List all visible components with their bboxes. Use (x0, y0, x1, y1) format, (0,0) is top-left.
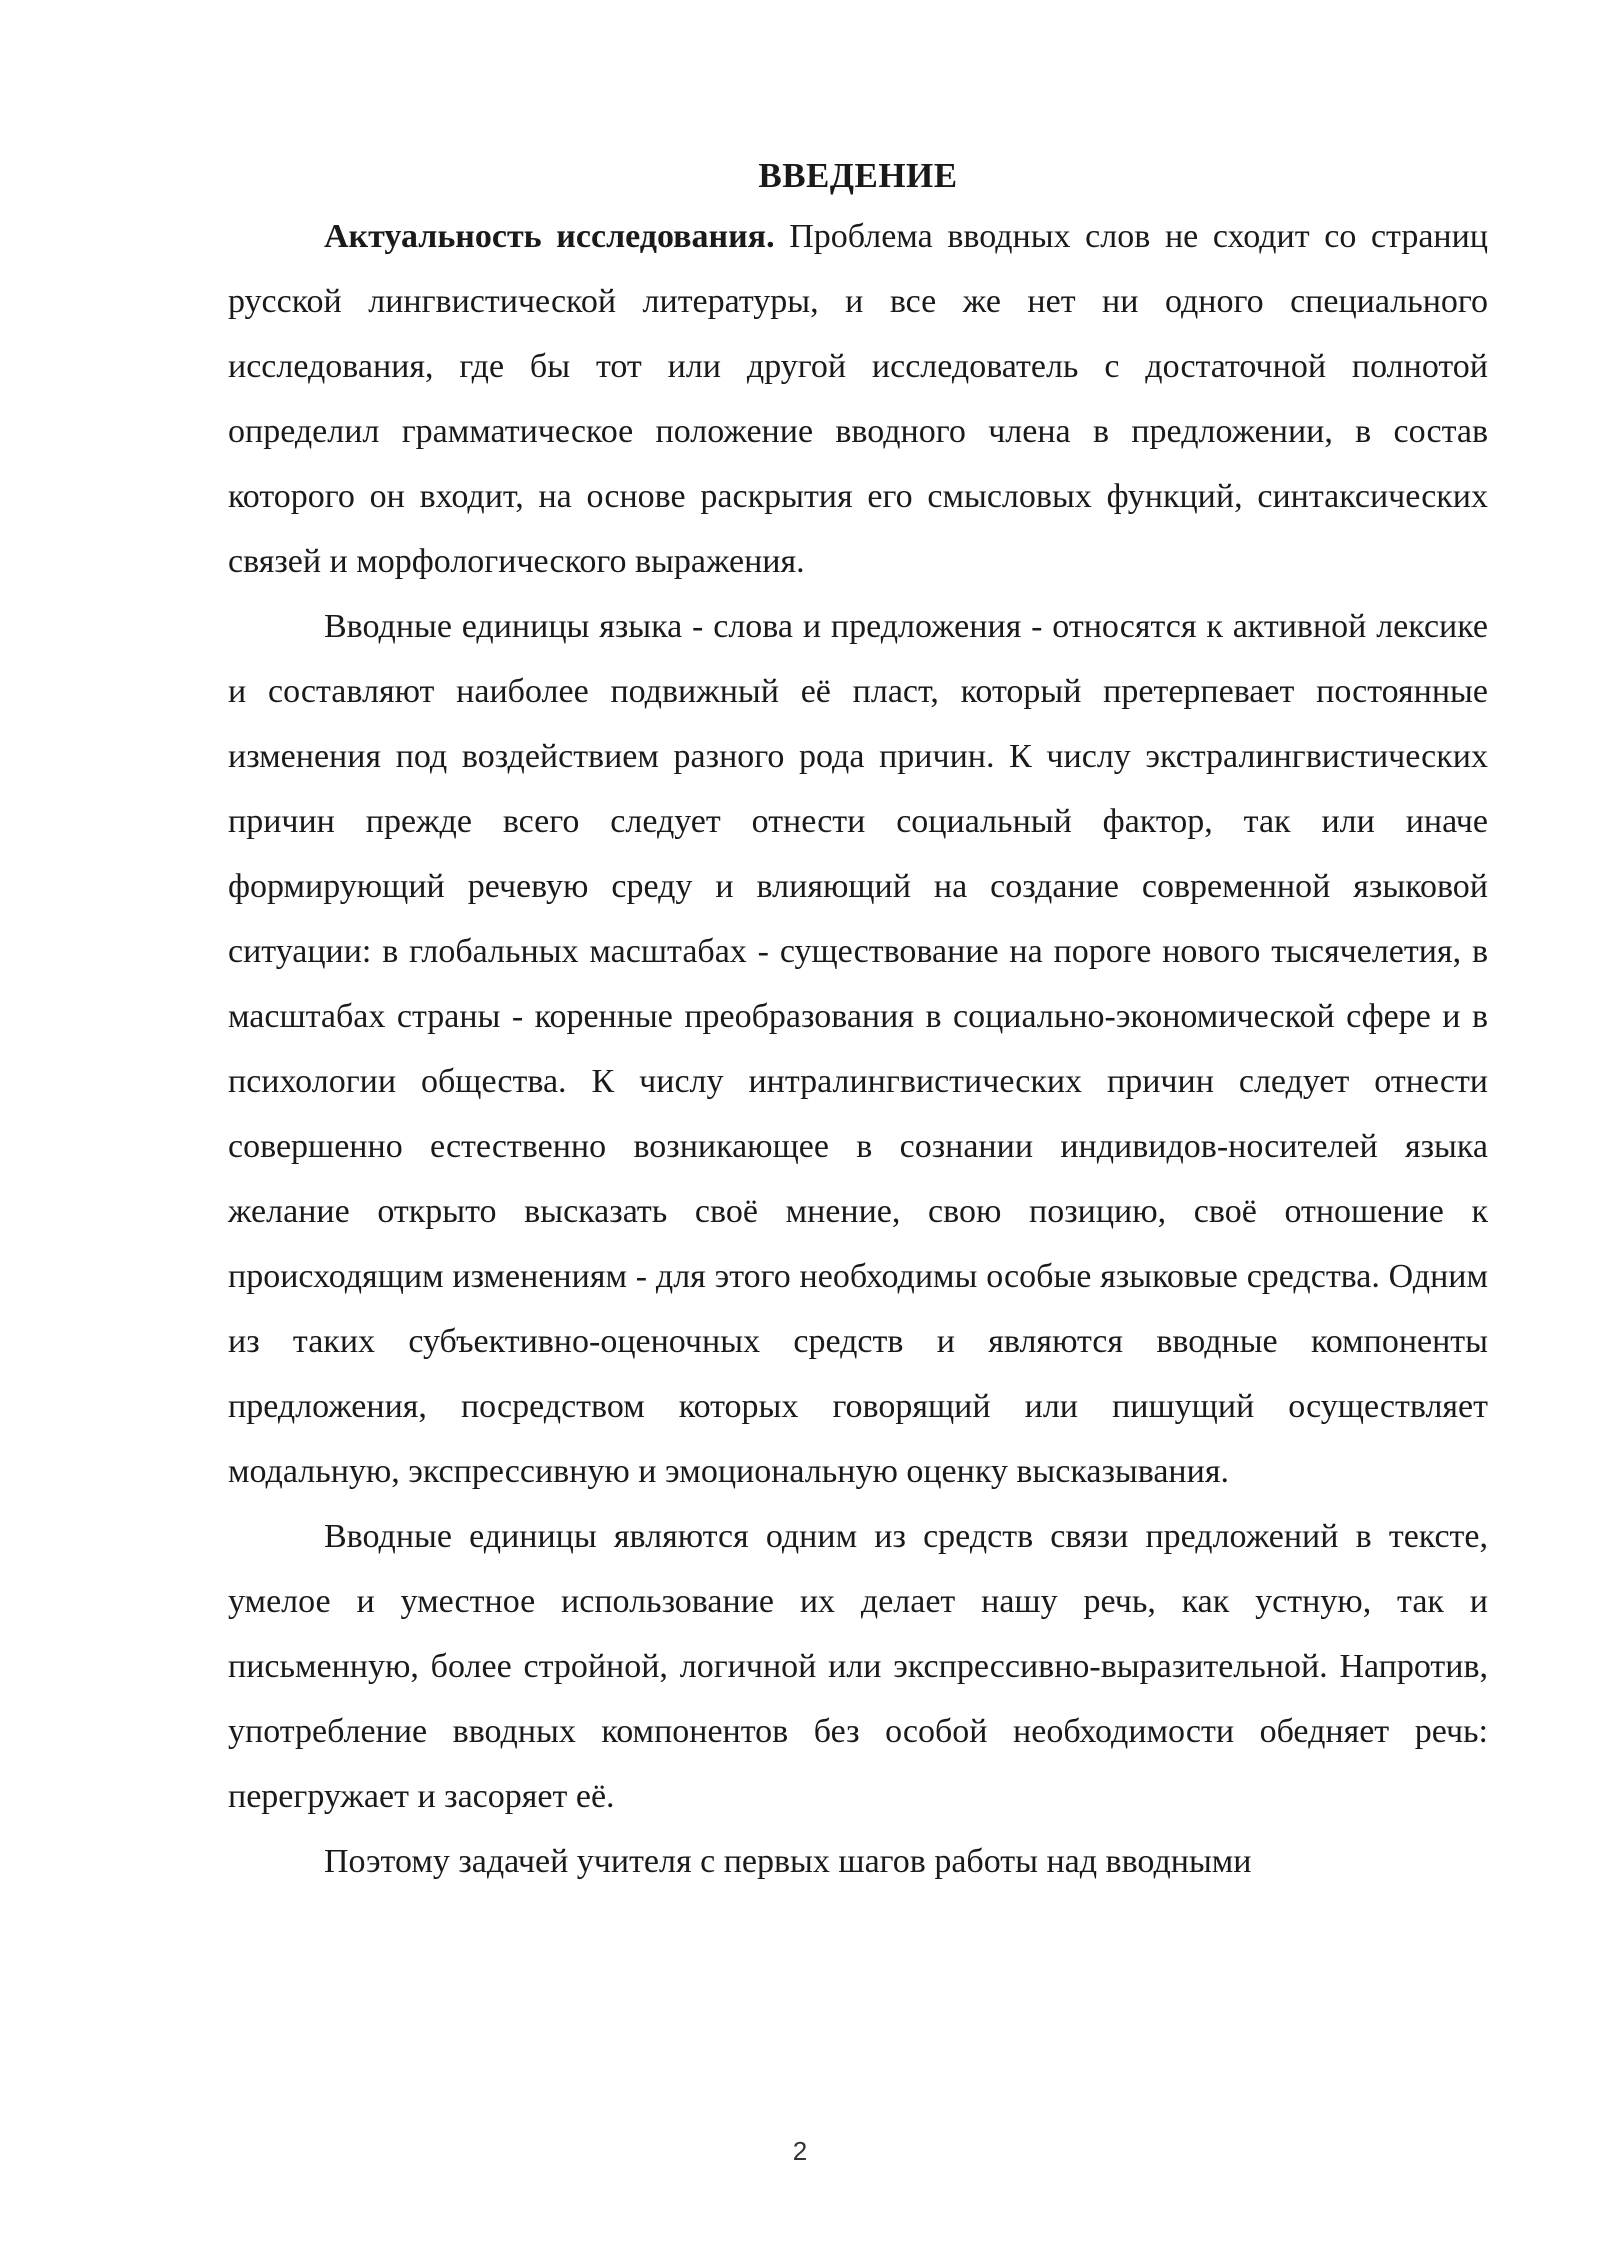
paragraph-lead: Актуальность исследования. (324, 218, 775, 255)
paragraph-introductory-units: Вводные единицы языка - слова и предложения - относятся к активной лексике и составляют наиболее подвижный её пласт, который претерпевает постоянные изменения под воздействием разного рода причин. К числу экстралингвистических причин прежде всего следует отнести социальный фактор, так или иначе формирующий речевую среду и влияющий на создание современной языковой ситуации: в глобальных масштабах - существование на пороге нового тысячелетия, в масштабах страны - коренные преобразования в социально-экономической сфере и в психологии общества. К числу интралингвистических причин следует отнести совершенно естественно возникающее в сознании индивидов-носителей языка желание открыто высказать своё мнение, свою позицию, своё отношение к происходящим изменениям - для этого необходимы особые языковые средства. Одним из таких субъективно-оценочных средств и являются вводные компоненты предложения, посредством которых говорящий или пишущий осуществляет модальную, экспрессивную и эмоциональную оценку высказывания. (228, 608, 1488, 1490)
document-body (228, 148, 1488, 1894)
paragraph-text: Проблема вводных слов не сходит со страниц русской лингвистической литературы, и все же нет ни одного специального исследования, где бы тот или другой исследователь с достаточной полнотой определил грамматическое положение вводного члена в предложении, в состав которого он входит, на основе раскрытия его смысловых функций, синтаксических связей и морфологического выражения. (228, 218, 1488, 580)
paragraph-relevance (228, 204, 1488, 594)
paragraph-teacher-task: Поэтому задачей учителя с первых шагов работы над вводными (324, 1843, 1252, 1880)
paragraph-text-cohesion: Вводные единицы являются одним из средств связи предложений в тексте, умелое и уместное использование их делает нашу речь, как устную, так и письменную, более стройной, логичной или экспрессивно-выразительной. Напротив, употребление вводных компонентов без особой необходимости обедняет речь: перегружает и засоряет её. (228, 1518, 1488, 1815)
document-heading: ВВЕДЕНИЕ (758, 156, 958, 195)
page-number: 2 (792, 2136, 808, 2166)
